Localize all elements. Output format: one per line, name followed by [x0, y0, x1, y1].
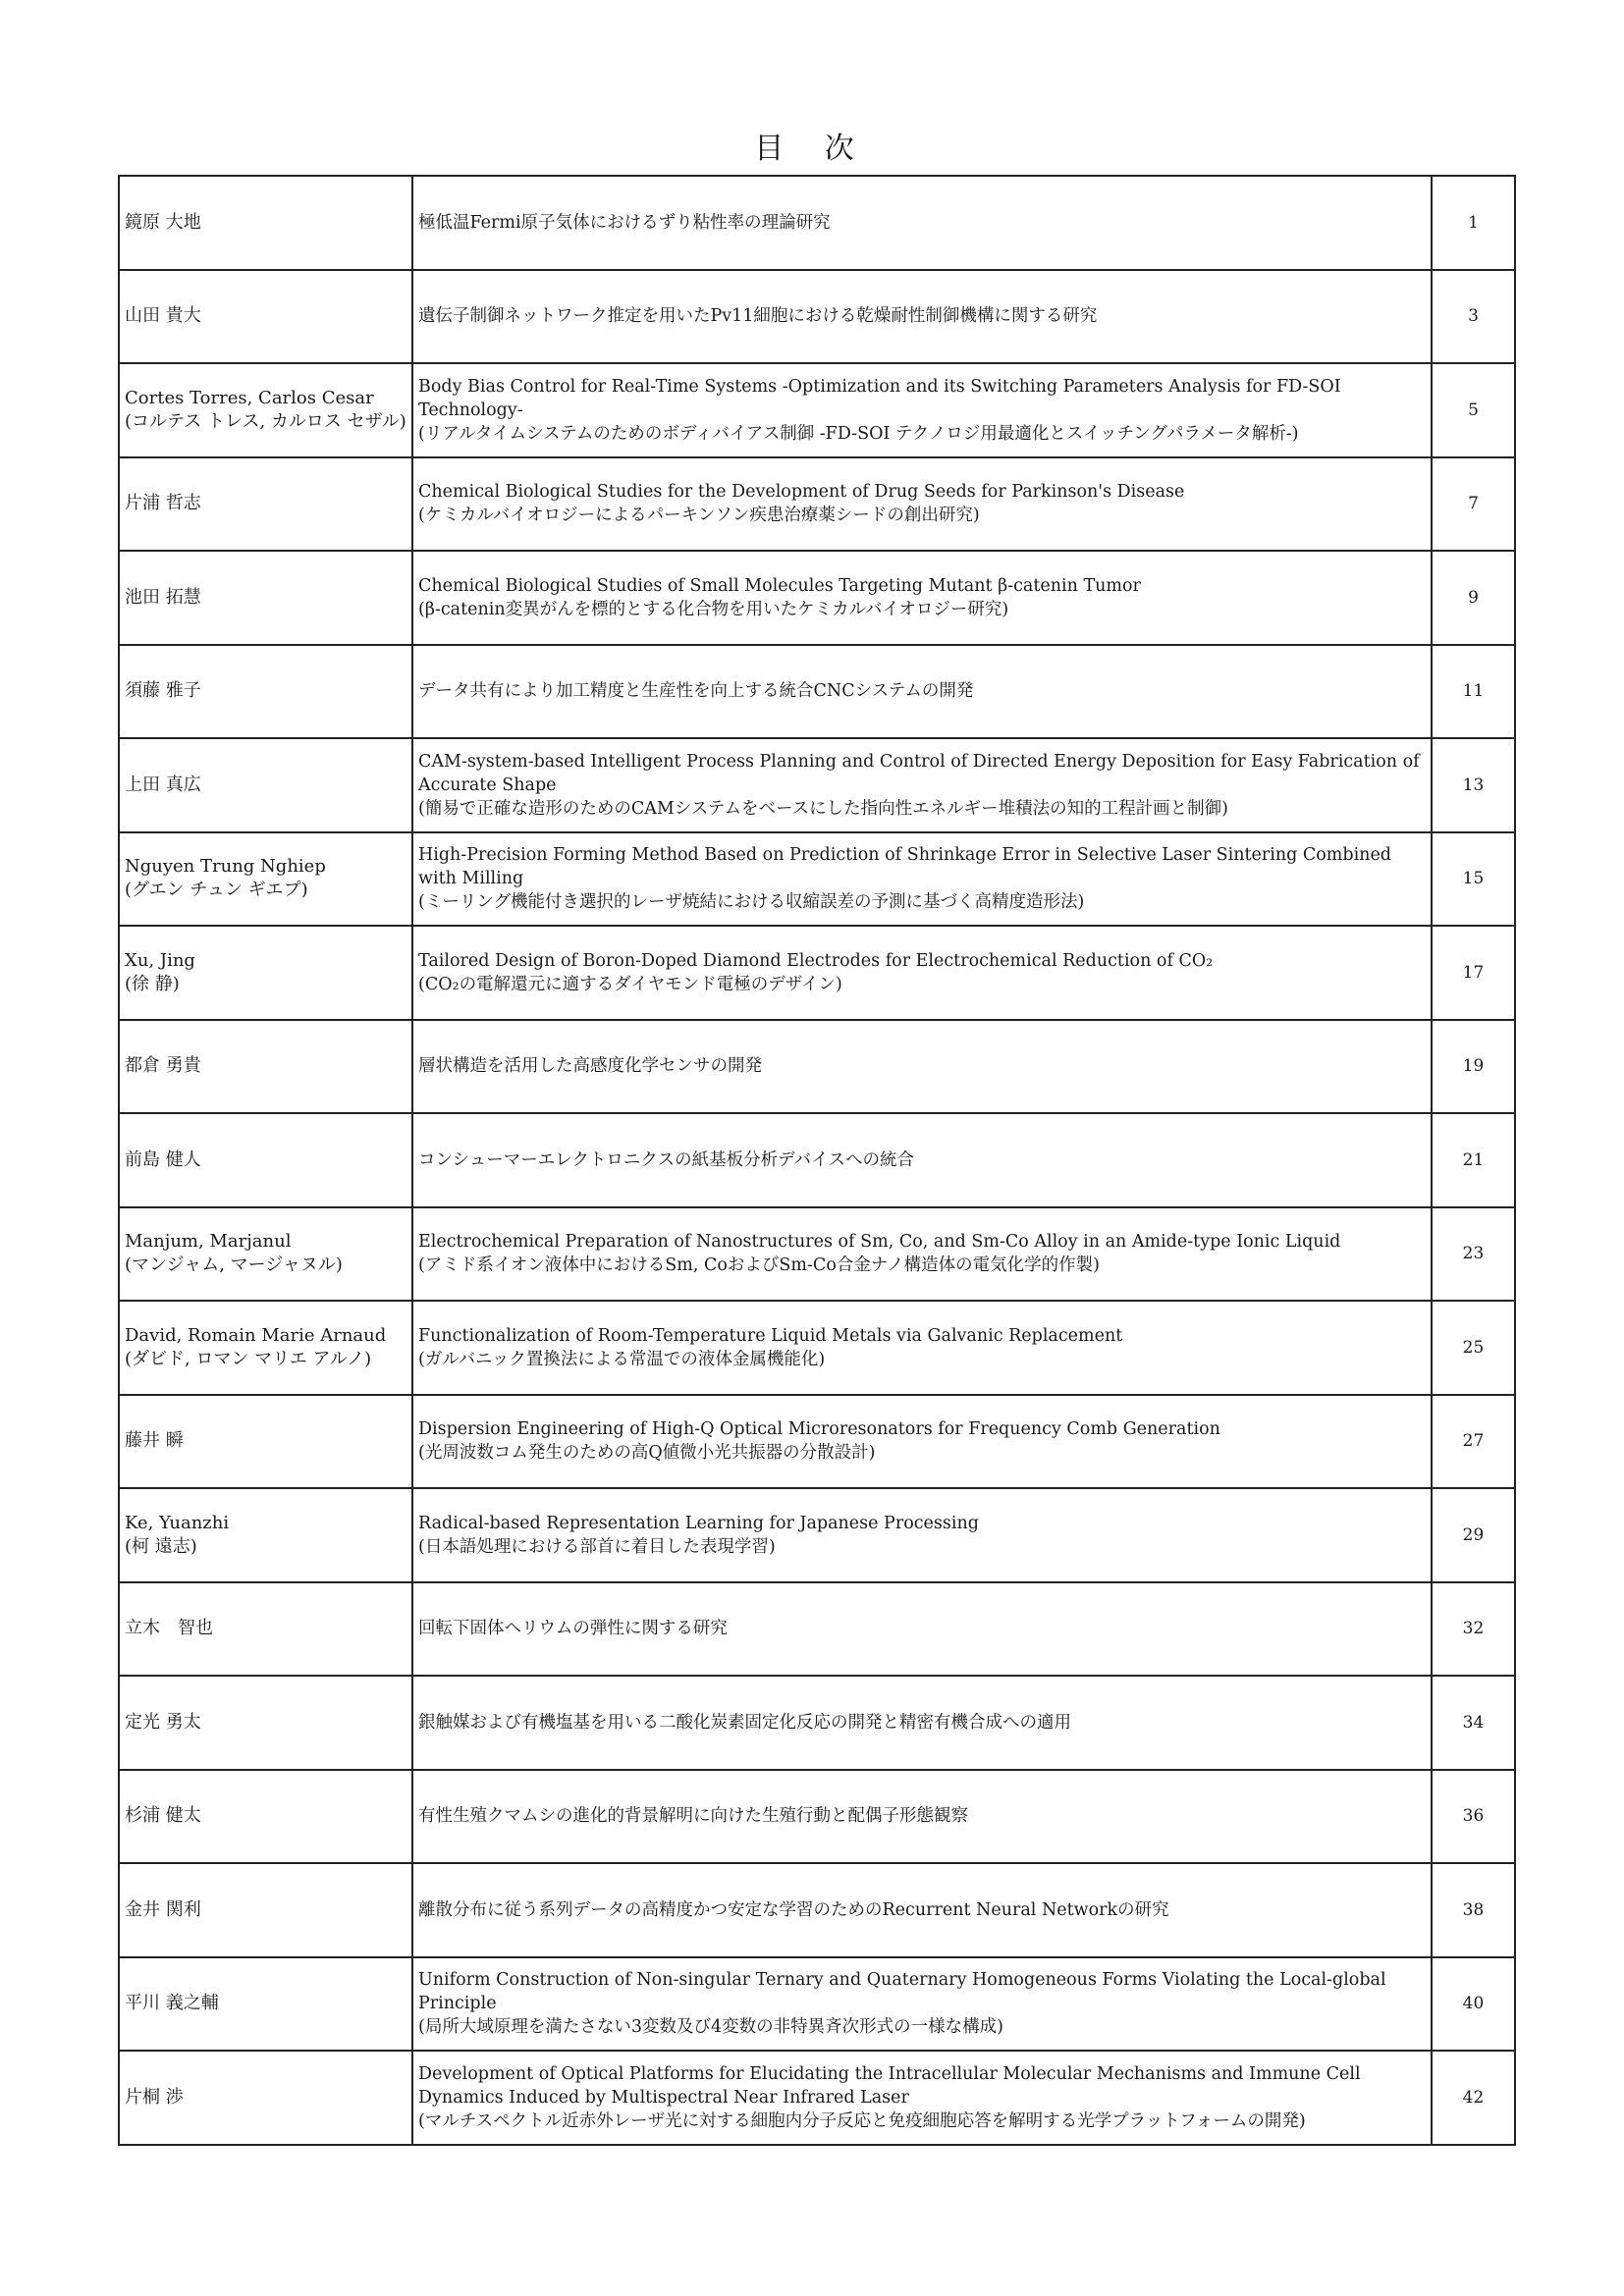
thesis-title-cell-line: (マルチスペクトル近赤外レーザ光に対する細胞内分子反応と免疫細胞応答を解明する光学プラットフォームの開発) [418, 2110, 1306, 2131]
thesis-title-cell [412, 738, 1432, 832]
thesis-title-cell-line: (リアルタイムシステムのためのボディバイアス制御 -FD-SOI テクノロジ用最適化とスイッチングパラメータ解析-) [418, 423, 1299, 444]
thesis-title-cell-line: コンシューマーエレクトロニクスの紙基板分析デバイスへの統合 [418, 1149, 914, 1170]
toc-row [119, 1863, 1515, 1957]
thesis-title-cell [412, 551, 1432, 645]
author-cell-line: 金井 関利 [125, 1898, 201, 1920]
page-number-cell: 38 [1432, 1863, 1515, 1957]
thesis-title-cell-line: 回転下固体ヘリウムの弾性に関する研究 [418, 1619, 728, 1639]
author-cell-line: 山田 貴大 [125, 305, 201, 327]
thesis-title-cell [412, 1113, 1432, 1207]
author-cell-line: 藤井 瞬 [125, 1430, 184, 1452]
author-cell-line: Ke, Yuanzhi [125, 1512, 230, 1533]
toc-row [119, 1770, 1515, 1864]
thesis-title-cell [412, 1301, 1432, 1395]
thesis-title-cell [412, 270, 1432, 364]
author-cell [119, 1957, 412, 2052]
author-cell [119, 1770, 412, 1864]
page-number-cell: 25 [1432, 1301, 1515, 1395]
author-cell-line: 杉浦 健太 [125, 1805, 201, 1827]
author-cell-line: 都倉 勇貴 [125, 1055, 201, 1077]
page-number-cell: 36 [1432, 1770, 1515, 1864]
toc-row [119, 1582, 1515, 1677]
page-number-cell: 7 [1432, 457, 1515, 552]
thesis-title-cell-line: Electrochemical Preparation of Nanostructures of Sm, Co, and Sm-Co Alloy in an Amide-type Ionic Liquid [418, 1232, 1341, 1253]
toc-row [119, 1113, 1515, 1207]
author-cell-line: Cortes Torres, Carlos Cesar [125, 387, 374, 408]
author-cell-line: 池田 拓慧 [125, 586, 201, 608]
toc-row [119, 1488, 1515, 1582]
toc-row [119, 270, 1515, 364]
author-cell-line: 平川 義之輔 [125, 1993, 219, 2014]
toc-row [119, 1301, 1515, 1395]
author-cell-line: (マンジャム, マージャヌル) [125, 1255, 343, 1276]
author-cell-line: Manjum, Marjanul [125, 1231, 292, 1253]
toc-table [118, 175, 1516, 2146]
page-number-cell: 1 [1432, 176, 1515, 270]
thesis-title-cell-line: (簡易で正確な造形のためのCAMシステムをベースにした指向性エネルギー堆積法の知的工程計画と制御) [418, 798, 1228, 819]
author-cell [119, 926, 412, 1020]
thesis-title-cell-line: (アミド系イオン液体中におけるSm, CoおよびSm-Co合金ナノ構造体の電気化学的作製) [418, 1255, 1100, 1276]
thesis-title-cell-line: Functionalization of Room-Temperature Liquid Metals via Galvanic Replacement [418, 1325, 1123, 1346]
thesis-title-cell-line: (β-catenin変異がんを標的とする化合物を用いたケミカルバイオロジー研究) [418, 599, 1009, 619]
thesis-title-cell [412, 1207, 1432, 1302]
thesis-title-cell [412, 1395, 1432, 1489]
page-number-cell: 23 [1432, 1207, 1515, 1302]
toc-row [119, 1676, 1515, 1770]
thesis-title-cell-line: (ミーリング機能付き選択的レーザ焼結における収縮誤差の予測に基づく高精度造形法) [418, 892, 1085, 913]
toc-body [119, 176, 1515, 2145]
thesis-title-cell [412, 1957, 1432, 2052]
thesis-title-cell [412, 2051, 1432, 2145]
toc-row [119, 1207, 1515, 1302]
thesis-title-cell-line: 層状構造を活用した高感度化学センサの開発 [418, 1056, 762, 1077]
toc-row [119, 1957, 1515, 2052]
author-cell [119, 1488, 412, 1582]
toc-row [119, 1020, 1515, 1114]
thesis-title-cell-line: データ共有により加工精度と生産性を向上する統合CNCシステムの開発 [418, 681, 974, 702]
author-cell-line: (ダビド, ロマン マリエ アルノ) [125, 1348, 372, 1369]
toc-row [119, 645, 1515, 739]
page-number-cell: 15 [1432, 832, 1515, 927]
thesis-title-cell-line: CAM-system-based Intelligent Process Planning and Control of Directed Energy Deposition for Easy Fabrication of Accurate Shape [418, 751, 1420, 795]
thesis-title-cell-line: Tailored Design of Boron-Doped Diamond Electrodes for Electrochemical Reduction of CO₂ [418, 950, 1214, 971]
thesis-title-cell [412, 176, 1432, 270]
author-cell-line: 定光 勇太 [125, 1711, 201, 1733]
page-number-cell: 21 [1432, 1113, 1515, 1207]
page-number-cell: 29 [1432, 1488, 1515, 1582]
toc-row [119, 176, 1515, 270]
author-cell [119, 2051, 412, 2145]
thesis-title-cell-line: Body Bias Control for Real-Time Systems -Optimization and its Switching Parameters Analysis for FD-SOI Technology- [418, 376, 1341, 420]
author-cell [119, 1301, 412, 1395]
thesis-title-cell-line: (光周波数コム発生のための高Q値微小光共振器の分散設計) [418, 1443, 876, 1464]
thesis-title-cell-line: 極低温Fermi原子気体におけるずり粘性率の理論研究 [418, 212, 831, 233]
thesis-title-cell-line: 離散分布に従う系列データの高精度かつ安定な学習のためのRecurrent Neural Networkの研究 [418, 1899, 1169, 1920]
thesis-title-cell-line: (ケミカルバイオロジーによるパーキンソン疾患治療薬シードの創出研究) [418, 506, 980, 526]
author-cell [119, 1113, 412, 1207]
toc-row [119, 926, 1515, 1020]
thesis-title-cell [412, 1488, 1432, 1582]
author-cell-line: 前島 健人 [125, 1148, 201, 1170]
page-number-cell: 5 [1432, 363, 1515, 457]
thesis-title-cell [412, 1676, 1432, 1770]
author-cell-line: Xu, Jing [125, 949, 195, 971]
author-cell-line: 須藤 雅子 [125, 680, 201, 702]
thesis-title-cell-line: Chemical Biological Studies for the Development of Drug Seeds for Parkinson's Disease [418, 482, 1185, 503]
author-cell [119, 1676, 412, 1770]
thesis-title-cell-line: Development of Optical Platforms for Elucidating the Intracellular Molecular Mechanisms and Immune Cell Dynamics Induced by Multispectral Near Infrared Laser [418, 2063, 1361, 2108]
page-number-cell: 3 [1432, 270, 1515, 364]
thesis-title-cell-line: High-Precision Forming Method Based on Prediction of Shrinkage Error in Selective Laser Sintering Combined with Milling [418, 845, 1392, 889]
toc-row [119, 457, 1515, 552]
author-cell [119, 176, 412, 270]
thesis-title-cell [412, 1582, 1432, 1677]
author-cell-line: 片桐 渉 [125, 2086, 184, 2108]
thesis-title-cell-line: Radical-based Representation Learning for Japanese Processing [418, 1513, 979, 1533]
toc-row [119, 1395, 1515, 1489]
page-title: 目 次 [754, 132, 870, 166]
thesis-title-cell [412, 1020, 1432, 1114]
thesis-title-cell-line: (日本語処理における部首に着目した表現学習) [418, 1536, 776, 1557]
author-cell-line: 上田 真広 [125, 774, 201, 795]
toc-row [119, 363, 1515, 457]
author-cell [119, 645, 412, 739]
thesis-title-cell-line: 銀触媒および有機塩基を用いる二酸化炭素固定化反応の開発と精密有機合成への適用 [418, 1712, 1071, 1733]
author-cell [119, 457, 412, 552]
page-number-cell: 11 [1432, 645, 1515, 739]
author-cell [119, 551, 412, 645]
thesis-title-cell-line: 遺伝子制御ネットワーク推定を用いたPv11細胞における乾燥耐性制御機構に関する研究 [418, 306, 1098, 327]
author-cell [119, 832, 412, 927]
author-cell-line: David, Romain Marie Arnaud [125, 1324, 387, 1346]
author-cell-line: (徐 静) [125, 973, 180, 994]
author-cell [119, 1395, 412, 1489]
page-number-cell: 42 [1432, 2051, 1515, 2145]
toc-row [119, 551, 1515, 645]
page-number-cell: 32 [1432, 1582, 1515, 1677]
toc-row [119, 832, 1515, 927]
toc-row [119, 738, 1515, 832]
thesis-title-cell [412, 363, 1432, 457]
author-cell-line: 立木 智也 [125, 1618, 213, 1639]
thesis-title-cell [412, 1770, 1432, 1864]
thesis-title-cell [412, 457, 1432, 552]
toc-row [119, 2051, 1515, 2145]
thesis-title-cell [412, 832, 1432, 927]
page-number-cell: 34 [1432, 1676, 1515, 1770]
author-cell [119, 1582, 412, 1677]
thesis-title-cell-line: Chemical Biological Studies of Small Molecules Targeting Mutant β-catenin Tumor [418, 575, 1141, 596]
author-cell [119, 1020, 412, 1114]
page-number-cell: 9 [1432, 551, 1515, 645]
thesis-title-cell [412, 926, 1432, 1020]
author-cell [119, 1863, 412, 1957]
author-cell-line: 片浦 哲志 [125, 493, 201, 514]
author-cell-line: (コルテス トレス, カルロス セザル) [125, 410, 406, 432]
author-cell-line: Nguyen Trung Nghiep [125, 856, 326, 878]
thesis-title-cell [412, 645, 1432, 739]
thesis-title-cell-line: (ガルバニック置換法による常温での液体金属機能化) [418, 1349, 826, 1369]
page-number-cell: 17 [1432, 926, 1515, 1020]
page-number-cell: 40 [1432, 1957, 1515, 2052]
thesis-title-cell-line: Uniform Construction of Non-singular Ternary and Quaternary Homogeneous Forms Violating the Local-global Principle [418, 1970, 1386, 2014]
author-cell [119, 270, 412, 364]
thesis-title-cell-line: Dispersion Engineering of High-Q Optical Microresonators for Frequency Comb Generation [418, 1419, 1220, 1440]
author-cell [119, 363, 412, 457]
author-cell-line: (グエン チュン ギエプ) [125, 880, 308, 901]
author-cell [119, 1207, 412, 1302]
author-cell-line: (柯 遠志) [125, 1535, 197, 1557]
thesis-title-cell-line: (局所大域原理を満たさない3変数及び4変数の非特異斉次形式の一様な構成) [418, 2017, 1003, 2038]
thesis-title-cell [412, 1863, 1432, 1957]
page-number-cell: 13 [1432, 738, 1515, 832]
page-number-cell: 27 [1432, 1395, 1515, 1489]
thesis-title-cell-line: (CO₂の電解還元に適するダイヤモンド電極のデザイン) [418, 974, 842, 994]
author-cell-line: 鏡原 大地 [125, 211, 201, 233]
author-cell [119, 738, 412, 832]
page-number-cell: 19 [1432, 1020, 1515, 1114]
thesis-title-cell-line: 有性生殖クマムシの進化的背景解明に向けた生殖行動と配偶子形態観察 [418, 1806, 968, 1827]
